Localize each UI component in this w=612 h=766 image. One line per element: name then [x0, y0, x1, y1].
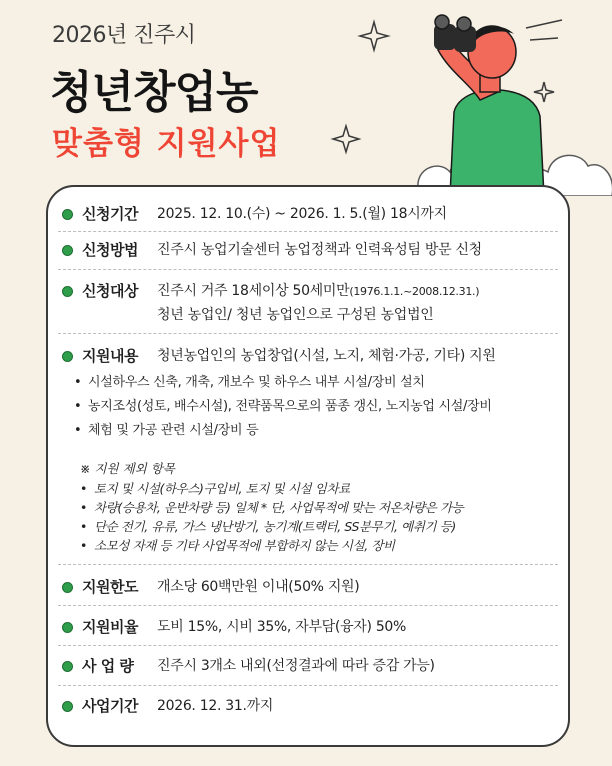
divider [58, 685, 558, 686]
page-title: 청년창업농 [50, 67, 258, 118]
divider [58, 269, 558, 270]
motion-lines [526, 20, 562, 40]
divider [58, 564, 558, 565]
list-item: • 토지 및 시설(하우스)구입비, 토지 및 시설 임차료 [80, 479, 463, 498]
row-value: 진주시 농업기술센터 농업정책과 인력육성팀 방문 신청 [157, 242, 482, 258]
bullet-dot-icon [62, 209, 73, 220]
row-label: 신청대상 [82, 282, 138, 300]
divider [58, 333, 558, 334]
list-item: • 체험 및 가공 관련 시설/장비 등 [74, 419, 492, 443]
sparkle-icon [360, 22, 388, 50]
row-value: 2026. 12. 31.까지 [157, 698, 274, 714]
row-label: 신청기간 [82, 205, 138, 223]
bullet-dot-icon [62, 661, 73, 672]
support-bullet-list [74, 371, 492, 443]
list-item: • 차량(승용차, 운반차량 등) 일체 * 단, 사업목적에 맞는 저온차량은 가능 [80, 498, 463, 517]
exclusions-title: ※ 지원 제외 항목 [80, 461, 175, 476]
divider [58, 231, 558, 232]
row-value [157, 280, 479, 300]
row-value: 청년농업인의 농업창업(시설, 노지, 체험·가공, 기타) 지원 [157, 348, 496, 364]
row-label: 지원비율 [82, 618, 138, 636]
sparkle-icon [534, 82, 554, 102]
row-label: 사업기간 [82, 697, 138, 715]
divider [58, 605, 558, 606]
eligibility-age: 진주시 거주 18세이상 50세미만 [157, 283, 350, 299]
list-item: • 시설하우스 신축, 개축, 개보수 및 하우스 내부 시설/장비 설치 [74, 371, 492, 395]
row-label: 사 업 량 [82, 657, 134, 675]
row-label: 신청방법 [82, 241, 138, 259]
row-value-line2: 청년 농업인/ 청년 농업인으로 구성된 농업법인 [157, 307, 434, 323]
sparkle-icon [333, 126, 359, 152]
list-item: • 농지조성(성토, 배수시설), 전략품목으로의 품종 갱신, 노지농업 시설/장비 [74, 395, 492, 419]
row-value: 개소당 60백만원 이내(50% 지원) [157, 579, 360, 595]
bullet-dot-icon [62, 286, 73, 297]
page-subtitle: 맞춤형 지원사업 [52, 126, 281, 162]
bullet-dot-icon [62, 245, 73, 256]
binoculars-icon [434, 15, 476, 52]
row-value: 진주시 3개소 내외(선정결과에 따라 증감 가능) [157, 658, 435, 674]
bullet-dot-icon [62, 701, 73, 712]
row-value: 2025. 12. 10.(수) ~ 2026. 1. 5.(월) 18시까지 [157, 206, 447, 222]
exclusions-list [80, 479, 463, 555]
info-card [46, 185, 570, 747]
list-item: • 소모성 자재 등 기타 사업목적에 부합하지 않는 시설, 장비 [80, 536, 463, 555]
row-label: 지원한도 [82, 578, 138, 596]
bullet-dot-icon [62, 622, 73, 633]
list-item: • 단순 전기, 유류, 가스 냉난방기, 농기계(트랙터, SS분무기, 예취기 등) [80, 517, 463, 536]
row-value: 도비 15%, 시비 35%, 자부담(융자) 50% [157, 619, 407, 635]
bullet-dot-icon [62, 582, 73, 593]
row-label: 지원내용 [82, 347, 138, 365]
farmer-binoculars-illustration [330, 0, 612, 196]
divider [58, 645, 558, 646]
bullet-dot-icon [62, 351, 73, 362]
farmer-body [450, 90, 544, 196]
year-text: 2026년 진주시 [52, 23, 196, 48]
eligibility-birth-range: (1976.1.1.~2008.12.31.) [349, 285, 480, 298]
